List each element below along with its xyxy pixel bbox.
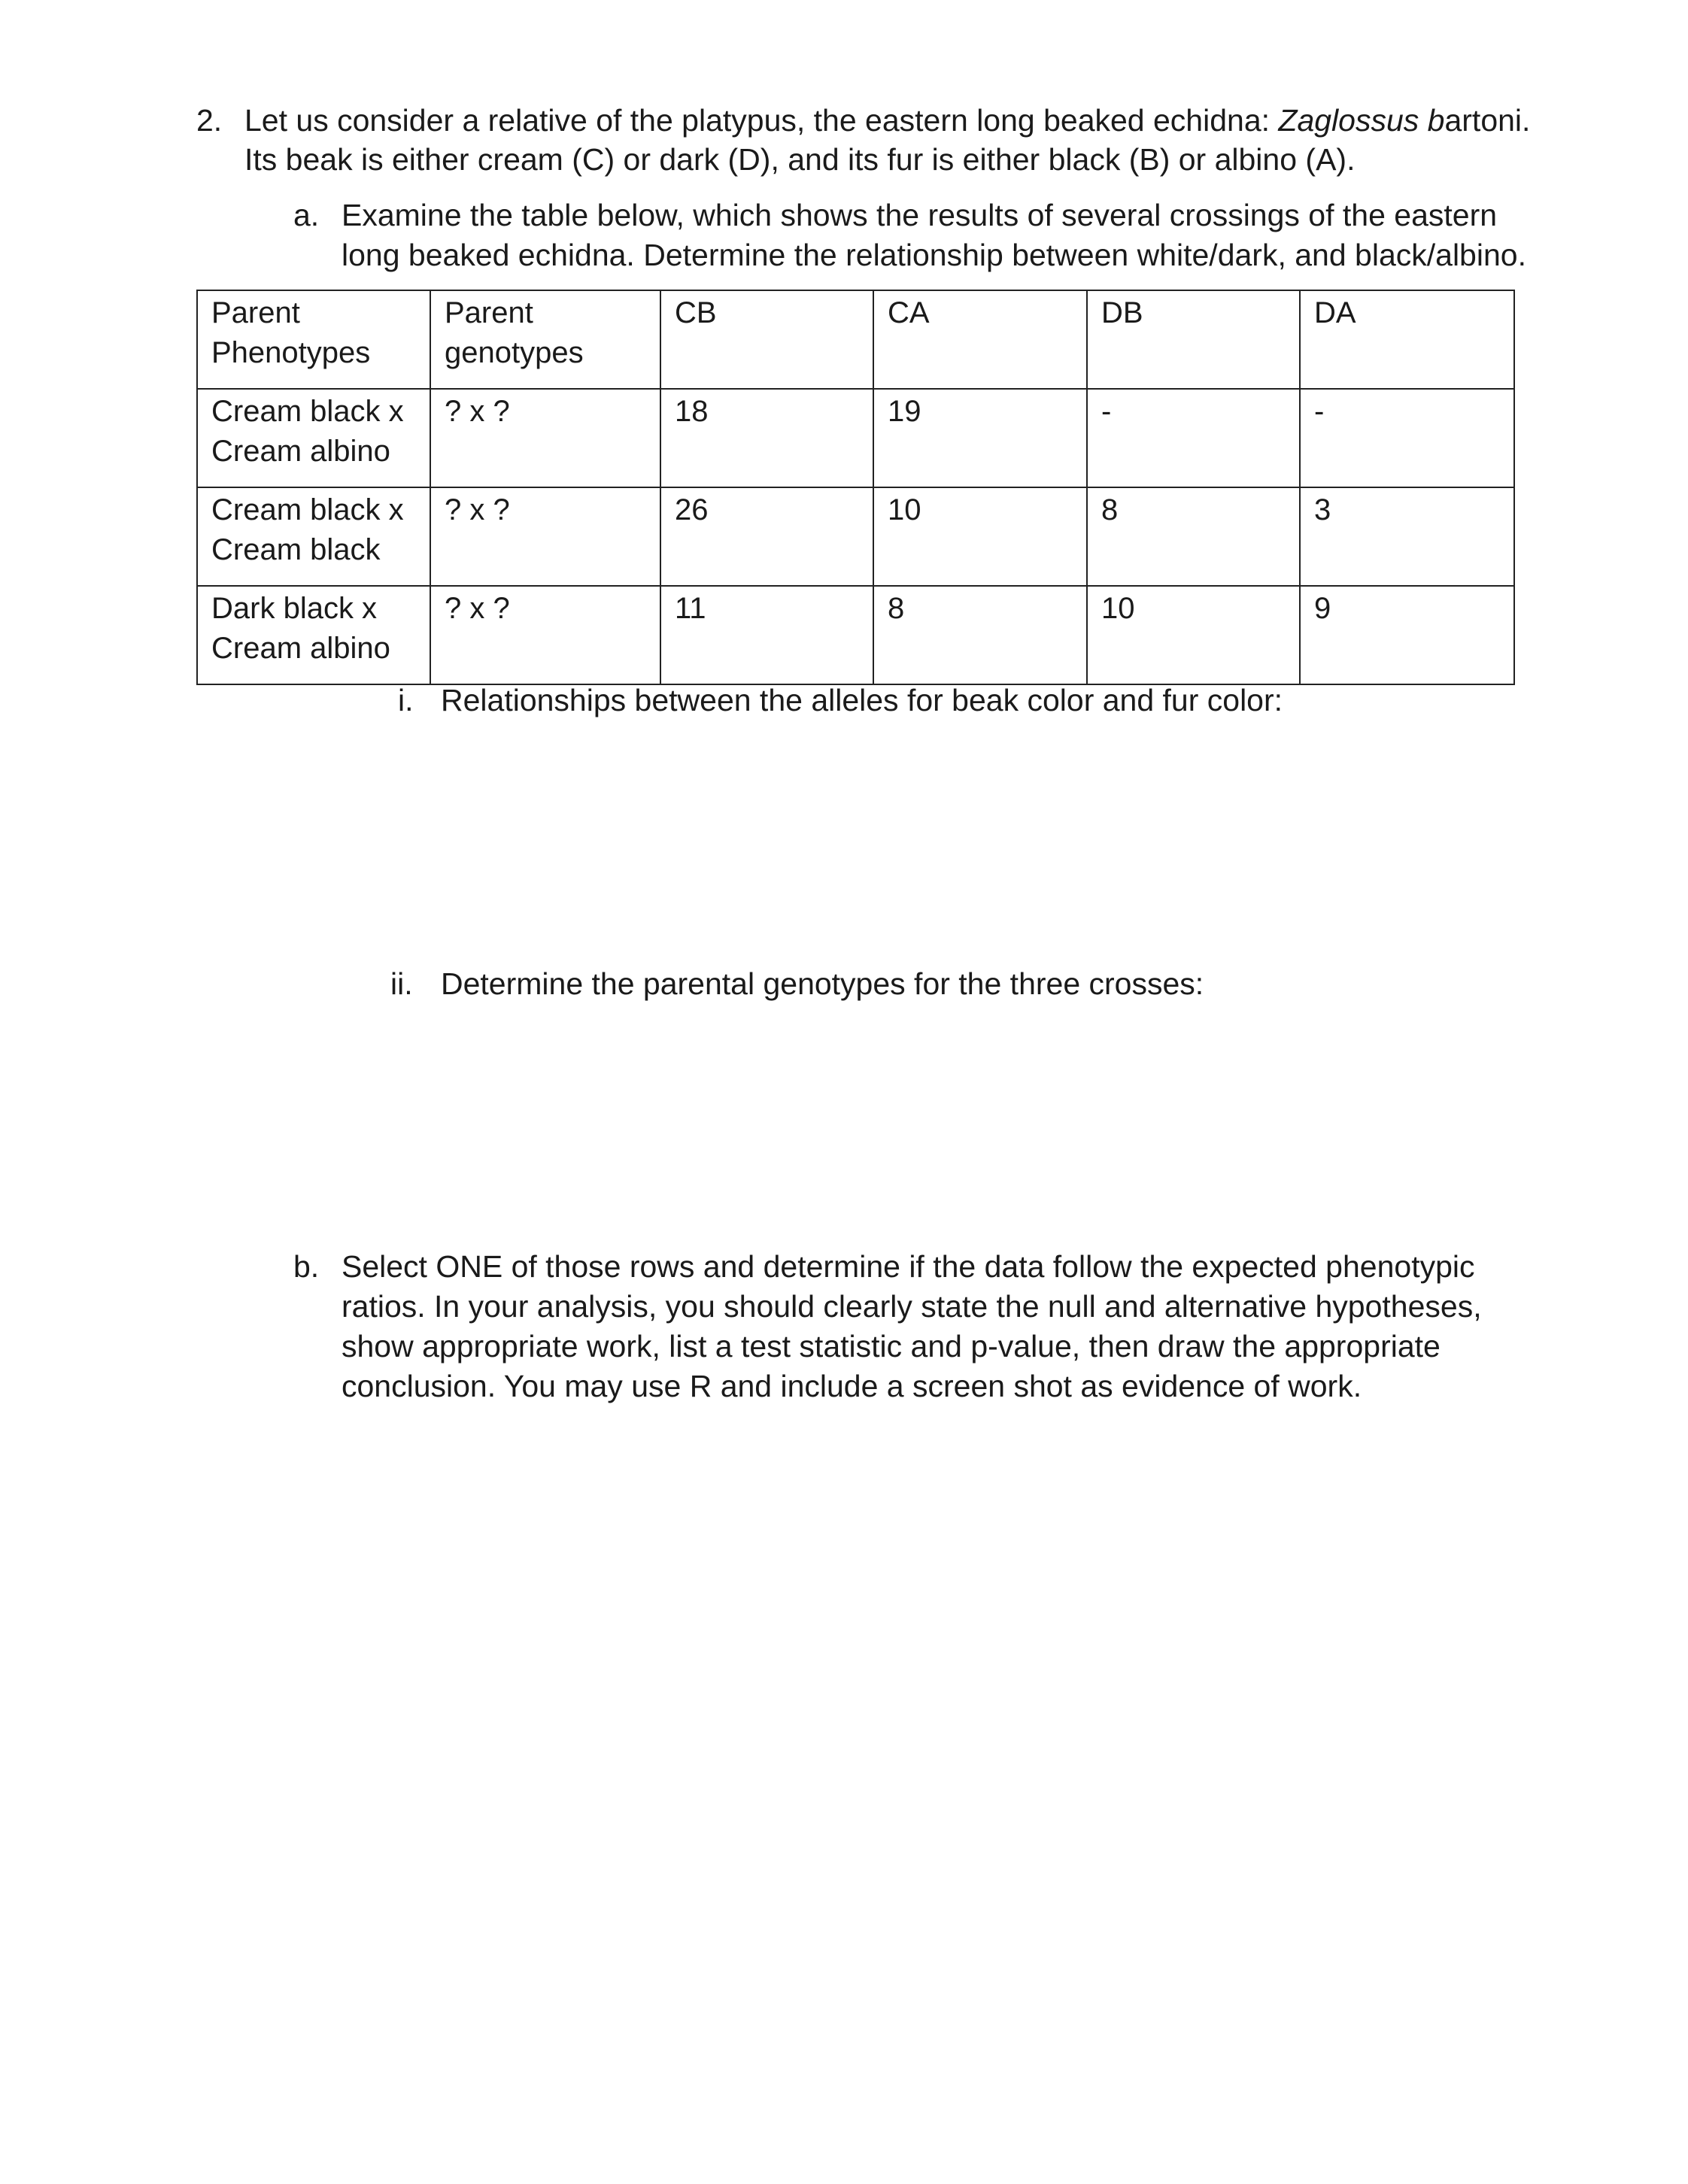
header-db: DB [1087,290,1300,389]
part-b-line-3: show appropriate work, list a test statistic and p-value, then draw the appropriate [342,1329,1441,1363]
part-b-line-4: conclusion. You may use R and include a screen shot as evidence of work. [342,1369,1362,1403]
header-parent-genotypes: Parent genotypes [430,290,660,389]
part-a-ii-label: ii. [390,966,413,1001]
header-parent-phenotypes: Parent Phenotypes [197,290,430,389]
cell-phenotypes: Cream black x Cream black [197,487,430,586]
part-a-label: a. [293,198,320,232]
intro-text-pre: Let us consider a relative of the platypus, the eastern long beaked echidna: [244,103,1279,138]
part-a-i-label: i. [398,683,414,717]
header-cb: CB [660,290,873,389]
cell-da: 3 [1300,487,1514,586]
part-a-line-2: long beaked echidna. Determine the relationship between white/dark, and black/albino. [342,238,1526,272]
part-b-line-2: ratios. In your analysis, you should clearly state the null and alternative hypotheses, [342,1289,1482,1324]
cell-ca: 19 [873,389,1087,487]
cell-phenotypes: Dark black x Cream albino [197,586,430,684]
part-a-line-1: Examine the table below, which shows the results of several crossings of the eastern [342,198,1498,232]
part-b-label: b. [293,1249,320,1284]
question-number: 2. [196,103,223,138]
table-row [197,586,1514,684]
part-a-i-text: Relationships between the alleles for beak color and fur color: [441,683,1283,717]
cell-cb: 26 [660,487,873,586]
cell-da: - [1300,389,1514,487]
cell-ca: 8 [873,586,1087,684]
table-row [197,487,1514,586]
part-a-ii-text: Determine the parental genotypes for the three crosses: [441,966,1204,1001]
question-intro-line-1 [244,101,1530,140]
intro-text-post: artoni. [1444,103,1531,138]
cell-db: 10 [1087,586,1300,684]
part-b-line-1: Select ONE of those rows and determine if the data follow the expected phenotypic [342,1249,1475,1284]
cell-cb: 11 [660,586,873,684]
cell-phenotypes: Cream black x Cream albino [197,389,430,487]
cell-da: 9 [1300,586,1514,684]
cell-cb: 18 [660,389,873,487]
header-da: DA [1300,290,1514,389]
table-header-row [197,290,1514,389]
header-ca: CA [873,290,1087,389]
cell-db: 8 [1087,487,1300,586]
cell-db: - [1087,389,1300,487]
table-row [197,389,1514,487]
species-name-italic: Zaglossus b [1278,103,1445,138]
cell-genotypes: ? x ? [430,389,660,487]
cell-ca: 10 [873,487,1087,586]
cell-genotypes: ? x ? [430,586,660,684]
question-intro-line-2: Its beak is either cream (C) or dark (D), and its fur is either black (B) or albino (A). [244,142,1356,177]
cell-genotypes: ? x ? [430,487,660,586]
crosses-table [196,290,1515,685]
